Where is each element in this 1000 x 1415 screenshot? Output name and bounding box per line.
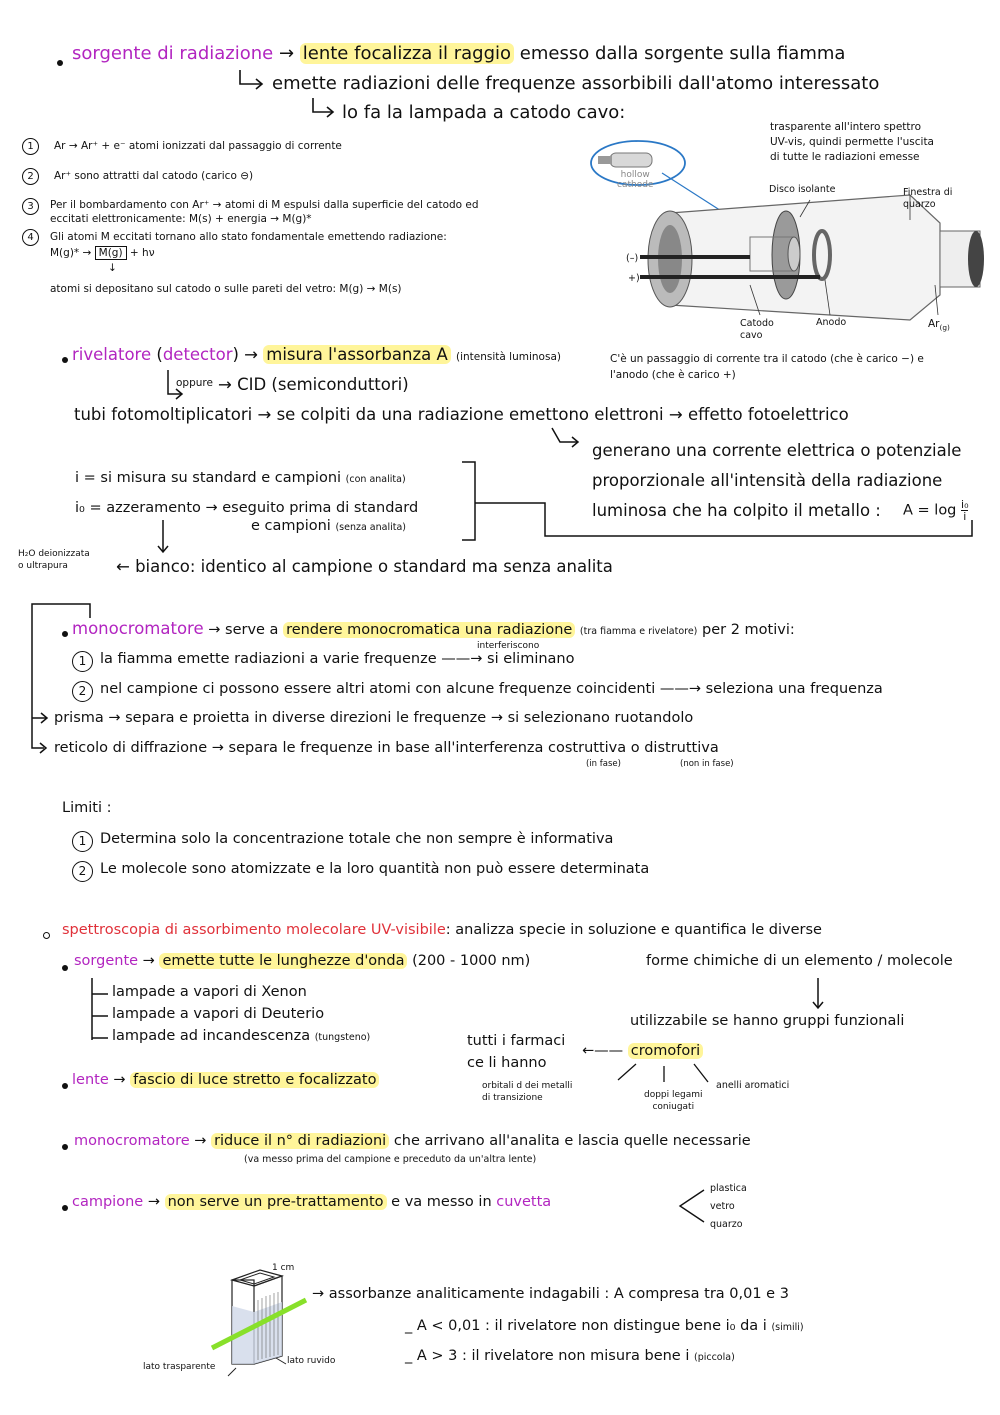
label-line: hollow [620,170,650,180]
lens-rest: emesso dalla sorgente sulla fiamma [519,43,846,64]
ar-sub: (g) [939,323,950,333]
lato-ruvido: lato ruvido [287,1356,336,1366]
bullet [62,965,68,971]
step-number: 3 [22,198,39,215]
mono-rest: per 2 motivi: [702,622,795,638]
step-4-eq [50,247,155,259]
finestra-label [903,187,952,211]
interfer-note: interferiscono [477,641,540,651]
bullet [43,932,50,939]
detector-highlight: misura l'assorbanza A [263,345,451,364]
cid-text: CID (semiconduttori) [237,375,409,394]
cid-line: → CID (semiconduttori) [218,375,409,394]
farmaci-line: tutti i farmaci [467,1033,566,1049]
label-line: Catodo [740,318,774,329]
sorgente-highlight: emette tutte le lunghezze d'onda [159,953,407,969]
hollow-cathode-label [617,170,653,190]
campione-highlight: non serve un pre-trattamento [165,1194,387,1210]
bullet [62,357,68,363]
campione-line: campione → non serve un pre-trattamento e va messo in cuvetta [72,1194,552,1210]
emits-line: emette radiazioni delle frequenze assorbibili dall'atomo interessato [272,73,880,94]
lato-trasparente: lato trasparente [143,1362,216,1372]
limit-2: Le molecole sono atomizzate e la loro quantità non può essere determinata [100,861,650,877]
source-label: sorgente di radiazione [72,43,274,64]
bullet [62,1083,68,1089]
mono2-rest: che arrivano all'analita e lascia quelle necessarie [393,1133,751,1149]
sorgente-label: sorgente [74,953,139,969]
mono2-note: (va messo prima del campione e preceduto da un'altra lente) [244,1154,537,1165]
step-4-eq-start: M(g)* → [50,247,95,259]
diagram-caption [610,351,924,383]
forme-line: forme chimiche di un elemento / molecole [646,953,953,969]
lente-line: lente → fascio di luce stretto e focalizzato [72,1072,379,1089]
materiale: quarzo [710,1219,743,1230]
i-note: (con analita) [345,474,406,485]
sorgente-line: sorgente → emette tutte le lunghezze d'onda (200 - 1000 nm) [74,953,531,969]
farmaci-line: ce li hanno [467,1055,547,1071]
bullet [57,60,63,66]
h2o-line: o ultrapura [18,561,68,571]
step-number: 2 [22,168,39,185]
reason-2: nel campione ci possono essere altri atomi con alcune frequenze coincidenti ——→ seleziona una frequenza [100,681,883,697]
h2o-line: H₂O deionizzata [18,549,90,559]
i-line [75,470,406,487]
label-line: cavo [740,330,763,341]
i0-text: e campioni [251,518,331,534]
i-text: i = si misura su standard e campioni [75,470,342,486]
mono2-line: monocromatore → riduce il n° di radiazioni che arrivano all'analita e lascia quelle necessarie [74,1133,751,1149]
caption-line: C'è un passaggio di corrente tra il catodo (che è carico −) e [610,353,924,365]
paren: ( [156,345,163,364]
piccola-note: (piccola) [693,1352,735,1363]
mono-label: monocromatore [72,619,204,638]
detector-word: detector [162,345,233,364]
in-fase: (in fase) [586,759,621,769]
i0-line2 [251,518,406,535]
bullet [62,1144,68,1150]
a-low-line [405,1318,804,1335]
mono-note: (tra fiamma e rivelatore) [579,626,698,637]
reason-number-icon: 1 [72,651,93,672]
limiti-title: Limiti : [62,800,112,816]
mono-highlight: rendere monocromatica una radiazione [283,622,575,638]
farmaci-note [467,1030,565,1074]
label-line: cathode [617,180,654,190]
plus-label: +) [628,273,640,284]
lente-highlight: fascio di luce stretto e focalizzato [130,1072,379,1088]
uvvis-title-rest: : analizza specie in soluzione e quantifica le diverse [445,922,822,938]
uvvis-title: spettroscopia di assorbimento molecolare UV-visibile [62,922,446,938]
cromofori-line: ←—— cromofori [582,1043,703,1060]
campione-rest: e va messo in [391,1194,492,1210]
lamp-line: lo fa la lampada a catodo cavo: [342,102,626,123]
doppi-note [644,1089,703,1113]
note-line: UV-vis, quindi permette l'uscita [770,136,934,148]
tungsteno-note: (tungsteno) [314,1032,371,1043]
lamp-2: lampade a vapori di Deuterio [112,1006,325,1022]
prisma-line: prisma → separa e proietta in diverse direzioni le frequenze → si selezionano ruotandolo [54,710,694,726]
ar-label [928,318,950,333]
minus-label: (–) [626,253,639,264]
anodo-label: Anodo [816,317,847,328]
limit-number-icon: 1 [72,831,93,852]
formula-num: i₀ [961,498,969,511]
generano-line: generano una corrente elettrica o potenziale [592,441,962,460]
step-4-eq-end: + hν [126,247,155,259]
lente-label: lente [72,1072,109,1088]
formula-a: A = log [903,502,957,519]
non-in-fase: (non in fase) [680,759,734,769]
note-line: di tutte le radiazioni emesse [770,151,920,163]
step-number: 1 [22,138,39,155]
simili-note: (simili) [771,1322,804,1333]
paren: ) [232,345,239,364]
bullet [62,1205,68,1211]
note-line: trasparente all'intero spettro [770,121,922,133]
disco-label: Disco isolante [769,184,836,195]
orbitali-line: orbitali d dei metalli [482,1081,573,1091]
arrow-down: ↓ [108,262,117,274]
step-1: Ar → Ar⁺ + e⁻ atomi ionizzati dal passaggio di corrente [54,140,342,152]
a-high-text: _ A > 3 : il rivelatore non misura bene i [405,1348,690,1364]
reason-1-text: la fiamma emette radiazioni a varie frequenze [100,651,437,667]
doppi-line: coniugati [652,1102,695,1112]
generano-line: luminosa che ha colpito il metallo : [592,501,881,520]
utilizzabile-line: utilizzabile se hanno gruppi funzionali [630,1013,905,1029]
reason-1-end: si eliminano [487,651,575,667]
a-low-text: _ A < 0,01 : il rivelatore non distingue bene i₀ da i [405,1318,767,1334]
step-4-line3: atomi si depositano sul catodo o sulle pareti del vetro: M(g) → M(s) [50,283,402,295]
materiale: plastica [710,1183,747,1194]
i0-line: i₀ = azzeramento → eseguito prima di standard [75,500,419,516]
doppi-line: doppi legami [644,1090,703,1100]
ar-text: Ar [928,318,940,330]
reticolo-line: reticolo di diffrazione → separa le frequenze in base all'interferenza costruttiva o distruttiva [54,740,719,756]
step-number: 4 [22,229,39,246]
bullet [62,631,68,637]
label-line: Finestra di [903,187,953,198]
lens-highlight: lente focalizza il raggio [300,43,514,64]
bianco-line: ← bianco: identico al campione o standard ma senza analita [116,557,613,576]
orbitali-line: di transizione [482,1093,543,1103]
materiali-list [710,1180,747,1234]
mono-line [72,620,795,639]
step-4-line1: Gli atomi M eccitati tornano allo stato fondamentale emettendo radiazione: [50,231,447,243]
formula [903,499,968,522]
step-2: Ar⁺ sono attratti dal catodo (carico ⊖) [54,170,254,182]
detector-label: rivelatore [72,345,152,364]
catodo-label [740,318,774,342]
a-high-line [405,1348,735,1365]
limit-1: Determina solo la concentrazione totale che non sempre è informativa [100,831,614,847]
mono2-label: monocromatore [74,1133,190,1149]
cromofori-highlight: cromofori [628,1043,703,1059]
reason-number-icon: 2 [72,681,93,702]
h2o-note [18,548,90,572]
i0-note: (senza analita) [335,522,406,533]
assorb-line: → assorbanze analiticamente indagabili : A compresa tra 0,01 e 3 [312,1286,789,1302]
sorgente-range: (200 - 1000 nm) [412,953,531,969]
anelli-note: anelli aromatici [716,1080,790,1091]
step-4-eq-box: M(g) [95,246,127,260]
generano-line: proporzionale all'intensità della radiazione [592,471,943,490]
lamp-3-text: lampade ad incandescenza [112,1028,311,1044]
label-line: quarzo [903,199,936,210]
caption-line: l'anodo (che è carico +) [610,369,736,381]
detector-line: rivelatore (detector) → misura l'assorbanza A (intensità luminosa) [72,345,561,364]
limit-number-icon: 2 [72,861,93,882]
mono2-highlight: riduce il n° di radiazioni [211,1133,389,1149]
materiale: vetro [710,1201,735,1212]
step-3-line1: Per il bombardamento con Ar⁺ → atomi di M espulsi dalla superficie del catodo ed [50,199,479,211]
step-3-line2: eccitati elettronicamente: M(s) + energia → M(g)* [50,213,312,225]
detector-note: (intensità luminosa) [456,351,561,363]
lamp-3 [112,1028,370,1045]
uvvis-title-line [62,922,822,939]
cm-label: 1 cm [272,1263,295,1273]
oppure: oppure [176,377,213,389]
reason-1: la fiamma emette radiazioni a varie frequenze ——→ si eliminano [100,651,575,667]
formula-den: i [963,510,967,523]
campione-label: campione [72,1194,144,1210]
lamp-1: lampade a vapori di Xenon [112,984,307,1000]
orbitali-note [482,1080,572,1104]
cuvetta-word: cuvetta [496,1194,552,1210]
source-line: sorgente di radiazione → lente focalizza il raggio emesso dalla sorgente sulla fiamma [72,43,846,64]
mono-arrow: → serve a [208,622,279,638]
tubi-line: tubi fotomoltiplicatori → se colpiti da una radiazione emettono elettroni → effetto fotoelettrico [74,405,849,424]
